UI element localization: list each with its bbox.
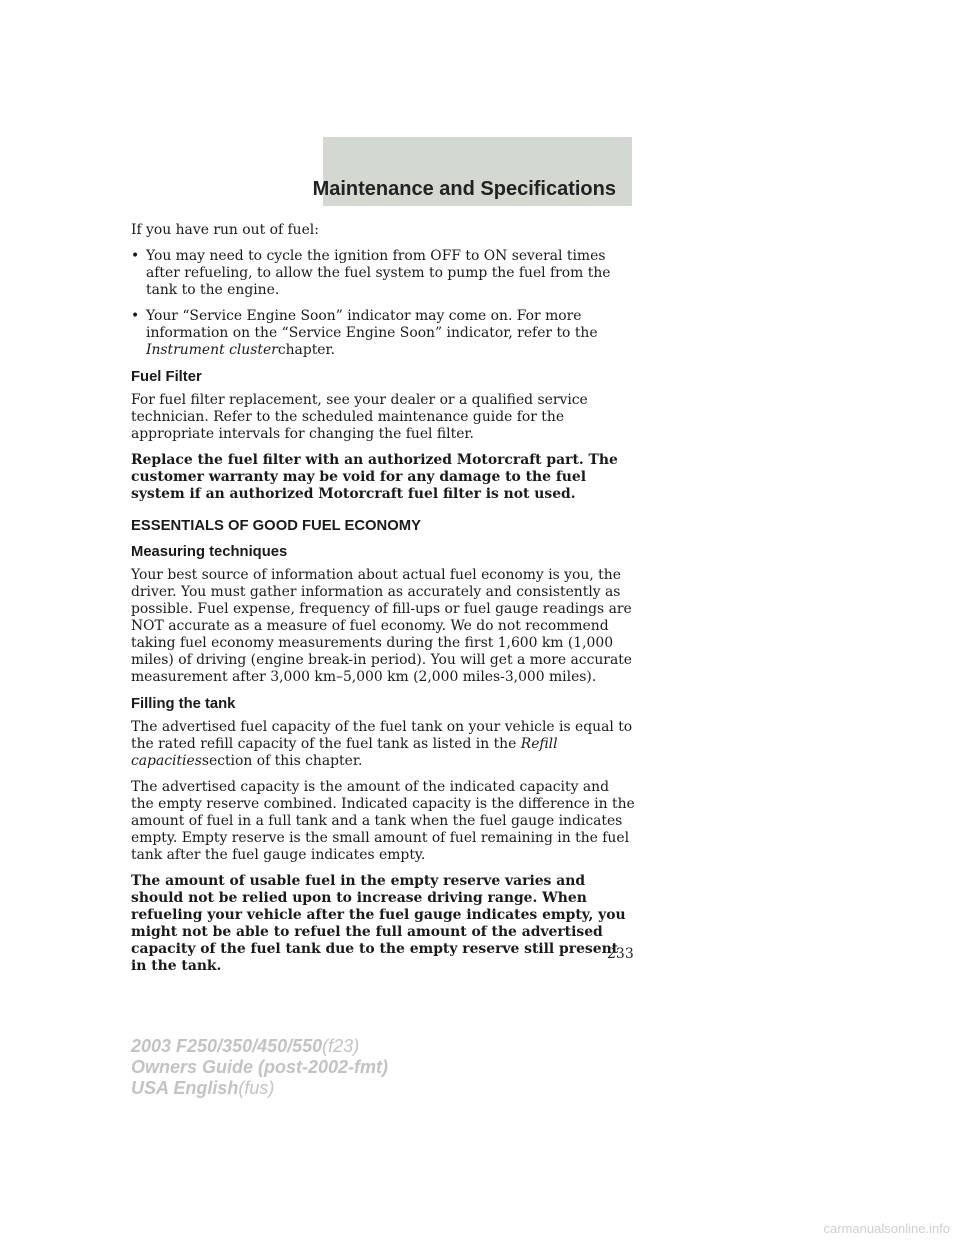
footer-line-guide: Owners Guide (post-2002-fmt) bbox=[131, 1057, 389, 1077]
filling-text: section of this chapter. bbox=[201, 753, 363, 769]
capacity-paragraph: The advertised capacity is the amount of the indicated capacity and the empty reserve combined. Indicated capacity is the difference in the amount of fuel in a full tank and a tank when the fuel gauge indicates empty. Empty reserve is the small amount of fuel remaining in the fuel tank after the fuel gauge indicates empty. bbox=[131, 779, 635, 863]
document-footer bbox=[131, 1036, 388, 1099]
bullet-text: chapter. bbox=[277, 342, 336, 358]
bullet-item bbox=[131, 308, 636, 359]
section-reference: Refill capacities bbox=[131, 736, 558, 769]
filling-heading: Filling the tank bbox=[131, 696, 236, 712]
bullet-icon: • bbox=[131, 308, 140, 324]
footer-line-model bbox=[131, 1036, 388, 1057]
footer-language-code: (fus) bbox=[238, 1078, 275, 1098]
footer-language: USA English bbox=[131, 1078, 239, 1098]
bullet-text: Your “Service Engine Soon” indicator may come on. For more information on the “Service Engine Soon” indicator, refer to the bbox=[146, 308, 598, 341]
empty-reserve-warning: The amount of usable fuel in the empty reserve varies and should not be relied upon to increase driving range. When refueling your vehicle after the fuel gauge indicates empty, you might not be able to refuel the full amount of the advertised capacity of the fuel tank due to the empty reserve still present in the tank. bbox=[131, 873, 626, 974]
page-number: 233 bbox=[607, 946, 634, 962]
fuel-filter-warning: Replace the fuel filter with an authorized Motorcraft part. The customer warranty may be void for any damage to the fuel system if an authorized Motorcraft fuel filter is not used. bbox=[131, 452, 618, 502]
chapter-reference: Instrument cluster bbox=[146, 342, 278, 358]
filling-paragraph bbox=[131, 719, 636, 770]
measuring-paragraph: Your best source of information about actual fuel economy is you, the driver. You must gather information as accurately and consistently as possible. Fuel expense, frequency of fill-ups or fuel gauge readings are NOT accurate as a measure of fuel economy. We do not recommend taking fuel economy measurements during the first 1,600 km (1,000 miles) of driving (engine break-in period). You will get a more accurate measurement after 3,000 km–5,000 km (2,000 miles-3,000 miles). bbox=[131, 567, 633, 685]
bullet-text: You may need to cycle the ignition from OFF to ON several times after refueling, to allow the fuel system to pump the fuel from the tank to the engine. bbox=[146, 248, 611, 298]
intro-text: If you have run out of fuel: bbox=[131, 222, 319, 238]
bullet-icon: • bbox=[131, 248, 140, 264]
measuring-heading: Measuring techniques bbox=[131, 544, 288, 560]
footer-line-language bbox=[131, 1078, 388, 1099]
fuel-filter-heading: Fuel Filter bbox=[131, 369, 202, 385]
fuel-economy-heading: ESSENTIALS OF GOOD FUEL ECONOMY bbox=[131, 518, 421, 534]
footer-model: 2003 F250/350/450/550 bbox=[131, 1036, 323, 1056]
site-watermark: carmanualsonline.info bbox=[823, 1221, 950, 1236]
fuel-filter-paragraph: For fuel filter replacement, see your dealer or a qualified service technician. Refer to the scheduled maintenance guide for the appropriate intervals for changing the fuel filter. bbox=[131, 392, 588, 442]
footer-code: (f23) bbox=[322, 1036, 360, 1056]
section-header-band bbox=[312, 137, 632, 206]
section-title: Maintenance and Specifications bbox=[312, 178, 616, 200]
page-content bbox=[131, 222, 636, 984]
bullet-item bbox=[131, 248, 636, 299]
filling-text: The advertised fuel capacity of the fuel tank on your vehicle is equal to the rated refill capacity of the fuel tank as listed in the bbox=[131, 719, 633, 752]
